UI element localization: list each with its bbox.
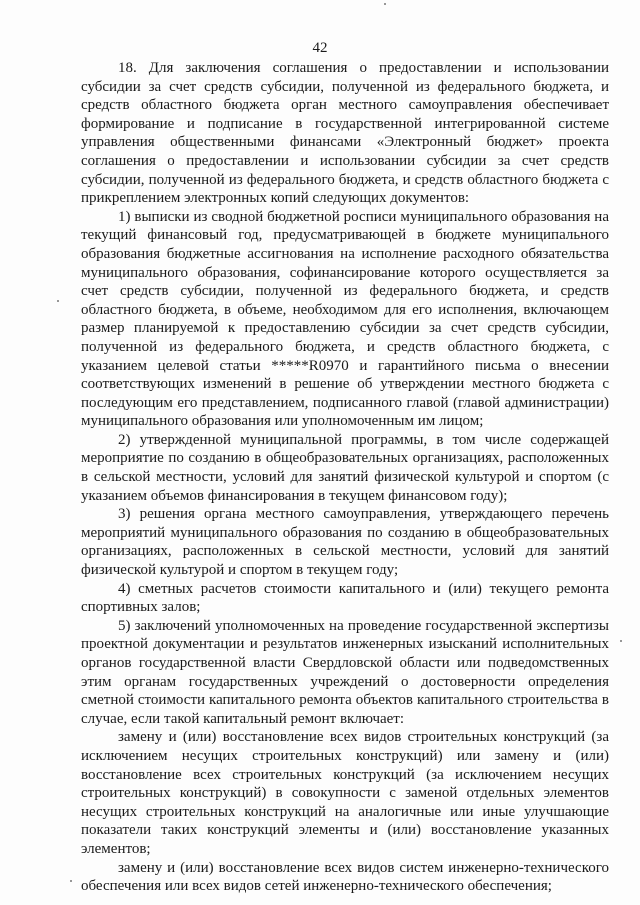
scan-speck [57,300,59,302]
body-text [81,59,609,896]
scan-speck [384,3,386,5]
list-item-2: 2) утвержденной муниципальной программы, в том числе содержащей мероприятие по созданию в общеобразовательных организациях, расположенных в сельской местности, условий для занятий физической культурой и спортом (с указанием объемов финансирования в текущем финансовом году); [81,431,609,504]
sub-item-structures: замену и (или) восстановление всех видов строительных конструкций (за исключением несущих строительных конструкций) или замену и (или) восстановление всех строительных конструкций (за исключением несущих строительных конструкций) в совокупности с заменой отдельных элементов несущих строительных конструкций на аналогичные или иные улучшающие показатели таких конструкций элементы и (или) восстановление указанных элементов; [81,729,609,857]
page-number: 42 [312,40,328,56]
scan-speck [620,640,622,642]
list-item-3: 3) решения органа местного самоуправления, утверждающего перечень мероприятий муниципального образования по созданию в общеобразовательных организациях, расположенных в сельской местности, условий для занятий физической культурой и спортом в текущем году; [81,506,609,579]
paragraph-18: 18. Для заключения соглашения о предоставлении и использовании субсидии за счет средств субсидии, полученной из федерального бюджета, и средств областного бюджета орган местного самоуправления обеспечивает формирование и подписание в государственной интегрированной системе управления общественными финансами «Электронный бюджет» проекта соглашения о предоставлении и использовании субсидии за счет средств субсидии, полученной из федерального бюджета, и средств областного бюджета с прикреплением электронных копий следующих документов: [81,60,609,207]
sub-item-engineering-systems: замену и (или) восстановление всех видов систем инженерно-технического обеспечения или всех видов сетей инженерно-технического обеспечения; [81,859,609,895]
list-item-5: 5) заключений уполномоченных на проведение государственной экспертизы проектной документации и результатов инженерных изысканий исполнительных органов государственной власти Свердловской области или подведомственных этим органам государственных учреждений о достоверности определения сметной стоимости капитального ремонта объектов капитального строительства в случае, если такой капитальный ремонт включает: [81,617,609,727]
scan-speck [70,880,72,882]
list-item-1: 1) выписки из сводной бюджетной росписи муниципального образования на текущий финансовый год, предусматривающей в бюджете муниципального образования бюджетные ассигнования на исполнение расходного обязательства муниципального образования, софинансирование которого осуществляется за счет средств субсидии, полученной из федерального бюджета, и средств областного бюджета, в объеме, необходимом для его исполнения, включающем размер планируемой к предоставлению субсидии за счет средств субсидии, полученной из федерального бюджета, и средств областного бюджета, с указанием целевой статьи *****R0970 и гарантийного письма о внесении соответствующих изменений в решение об утверждении местного бюджета с последующим его представлением, подписанного главой (главой администрации) муниципального образования или уполномоченным им лицом; [81,208,609,430]
list-item-4: 4) сметных расчетов стоимости капитального и (или) текущего ремонта спортивных залов; [81,580,609,616]
